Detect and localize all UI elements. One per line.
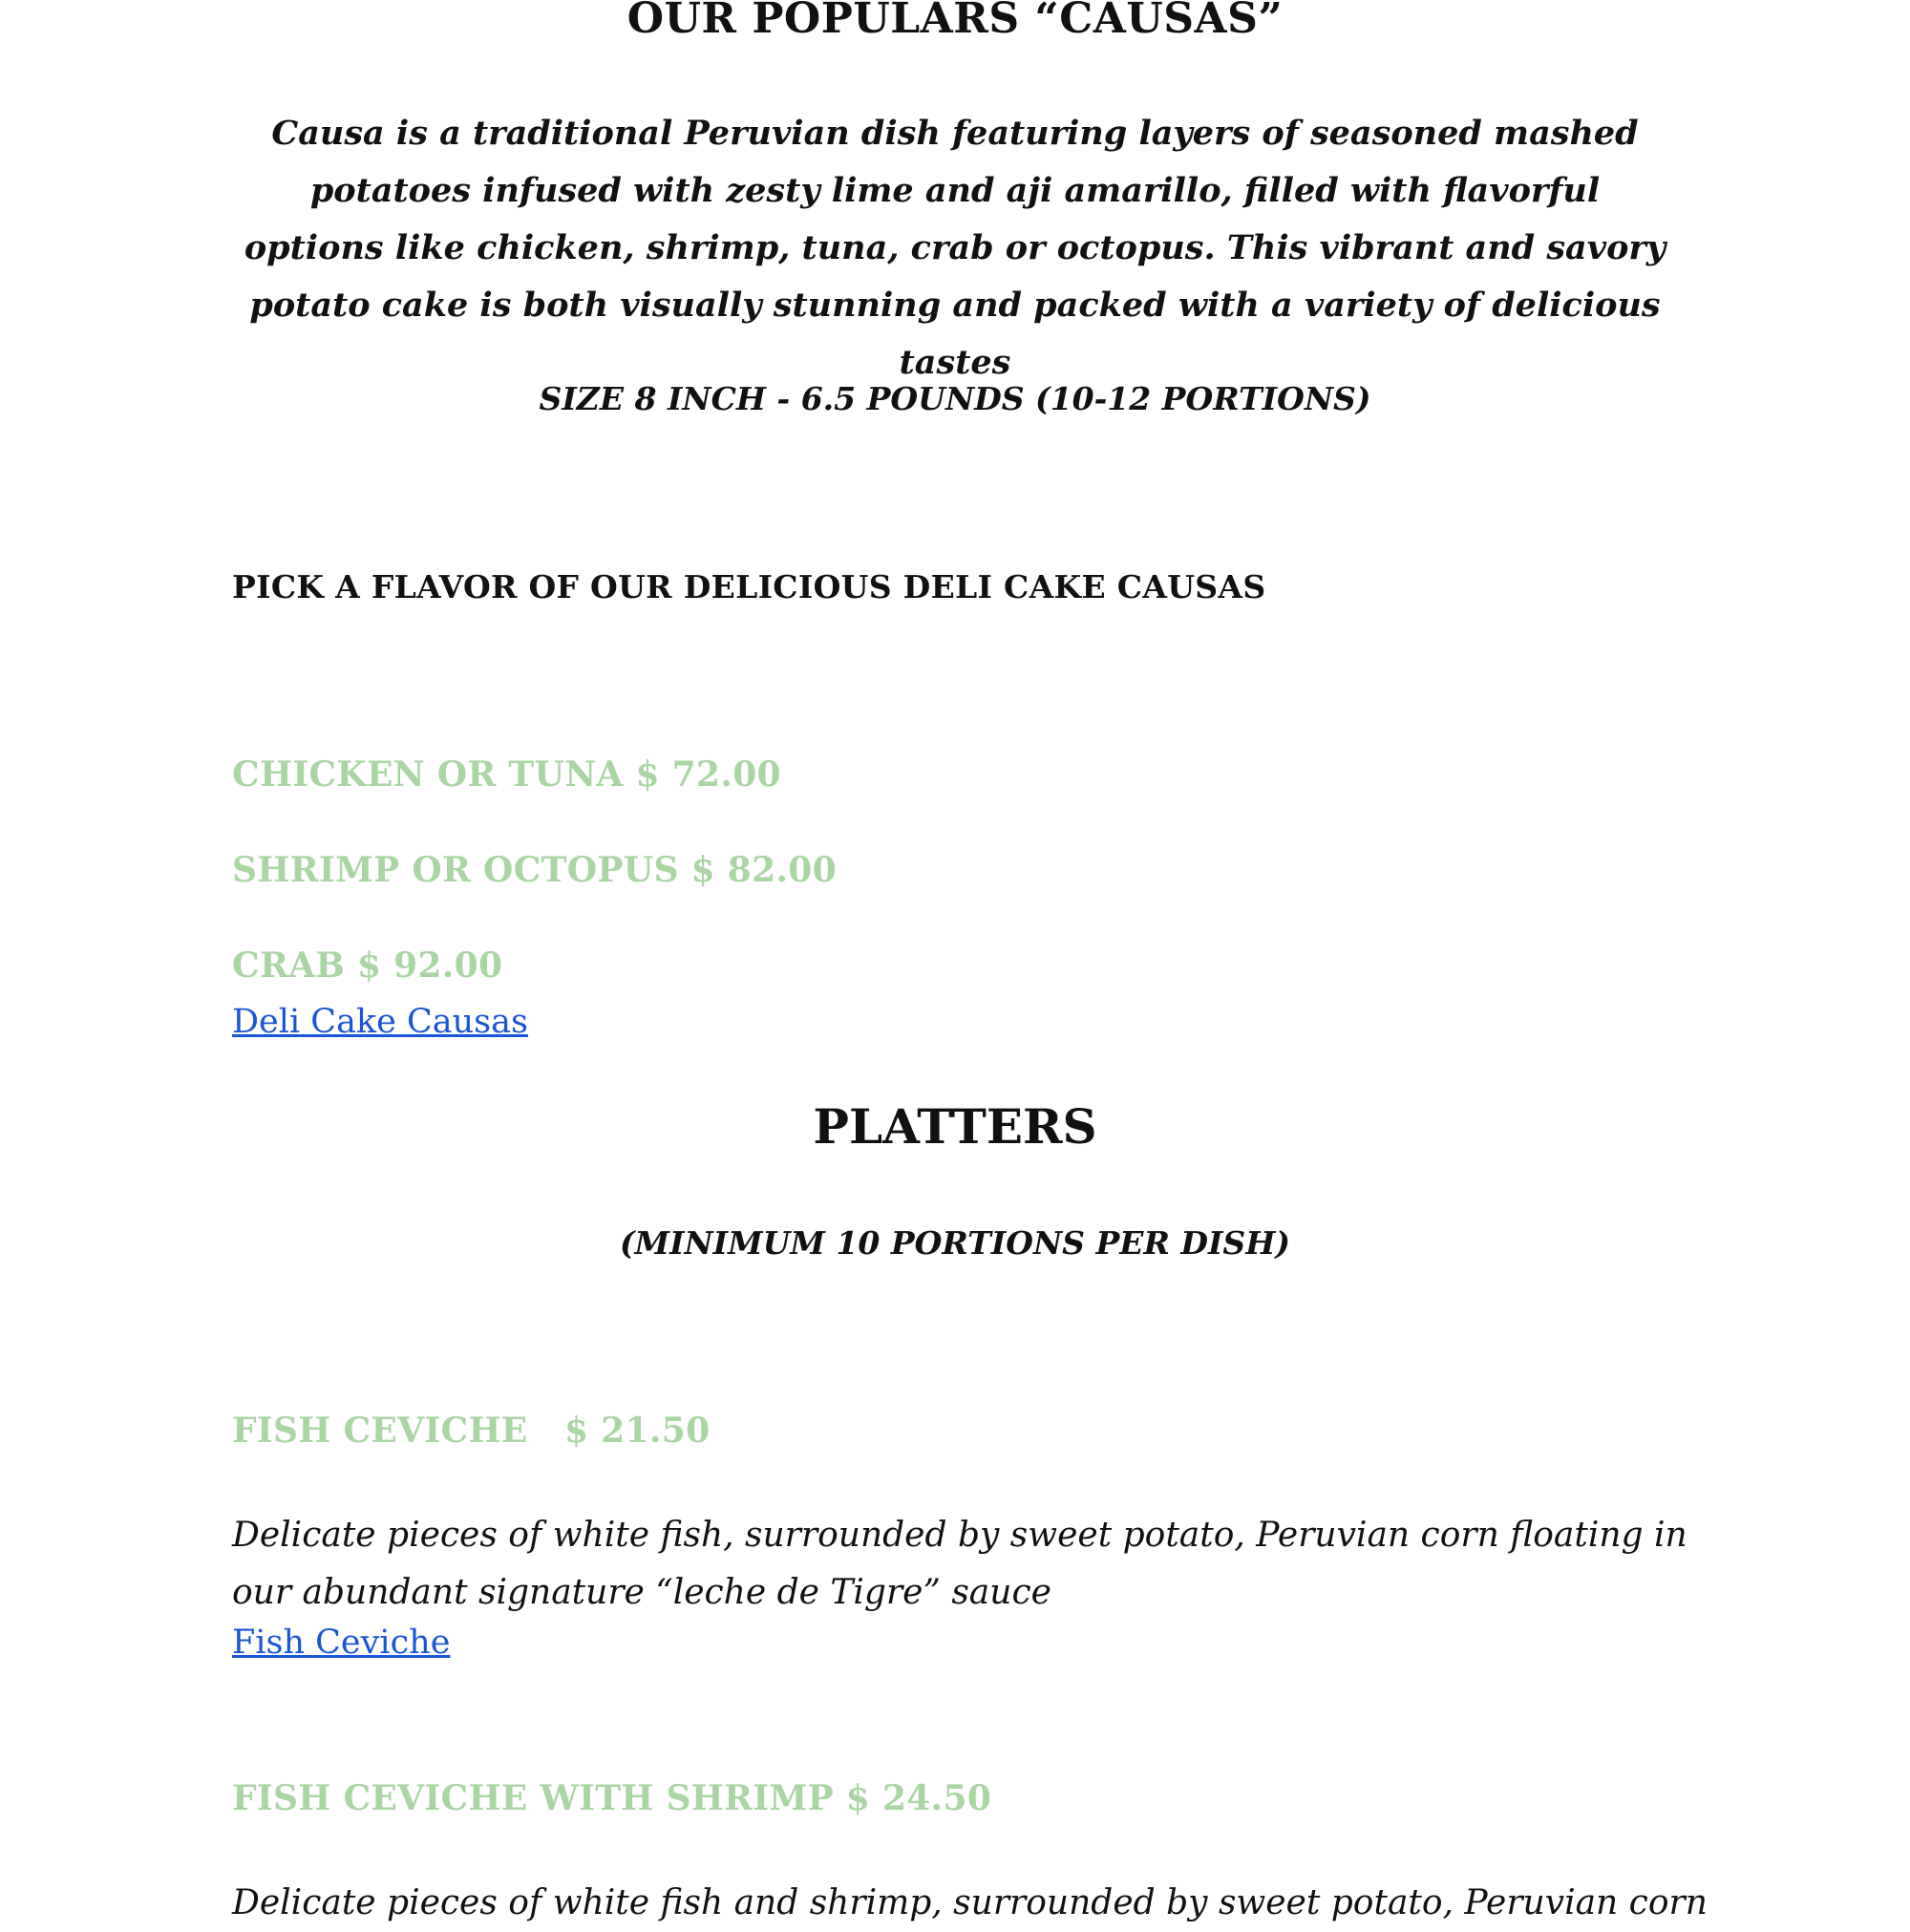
causas-intro: Causa is a traditional Peruvian dish featuring layers of seasoned mashed potatoes infused with zesty lime and aji amarillo, filled with flavorful options like chicken, shrimp, tuna, crab or octopus. This vibrant and savory potato cake is both visually stunning and packed with a variety of delicious tastes xyxy=(244,114,1666,382)
fish-ceviche-link[interactable]: Fish Ceviche xyxy=(232,1624,451,1662)
deli-cake-causas-link[interactable]: Deli Cake Causas xyxy=(232,1003,528,1041)
causa-chicken-tuna-price: CHICKEN OR TUNA $ 72.00 xyxy=(232,754,781,795)
pick-flavor-heading: PICK A FLAVOR OF OUR DELICIOUS DELI CAKE CAUSAS xyxy=(232,568,1266,605)
fish-ceviche-description: Delicate pieces of white fish, surrounded by sweet potato, Peruvian corn floating in our abundant signature “leche de Tigre” sauce xyxy=(232,1516,1687,1612)
causa-crab-price: CRAB $ 92.00 xyxy=(232,945,503,986)
causas-size: SIZE 8 INCH - 6.5 POUNDS (10-12 PORTIONS) xyxy=(539,380,1371,417)
fish-ceviche-shrimp-price: FISH CEVICHE WITH SHRIMP $ 24.50 xyxy=(232,1778,992,1818)
fish-ceviche-price: FISH CEVICHE $ 21.50 xyxy=(232,1411,711,1451)
fish-ceviche-shrimp-description: Delicate pieces of white fish and shrimp, surrounded by sweet potato, Peruvian corn xyxy=(232,1883,1708,1922)
platters-minimum-portions: (MINIMUM 10 PORTIONS PER DISH) xyxy=(619,1224,1291,1262)
platters-title: PLATTERS xyxy=(813,1098,1097,1155)
causas-title: OUR POPULARS “CAUSAS” xyxy=(626,0,1284,43)
causa-shrimp-octopus-price: SHRIMP OR OCTOPUS $ 82.00 xyxy=(232,850,837,890)
